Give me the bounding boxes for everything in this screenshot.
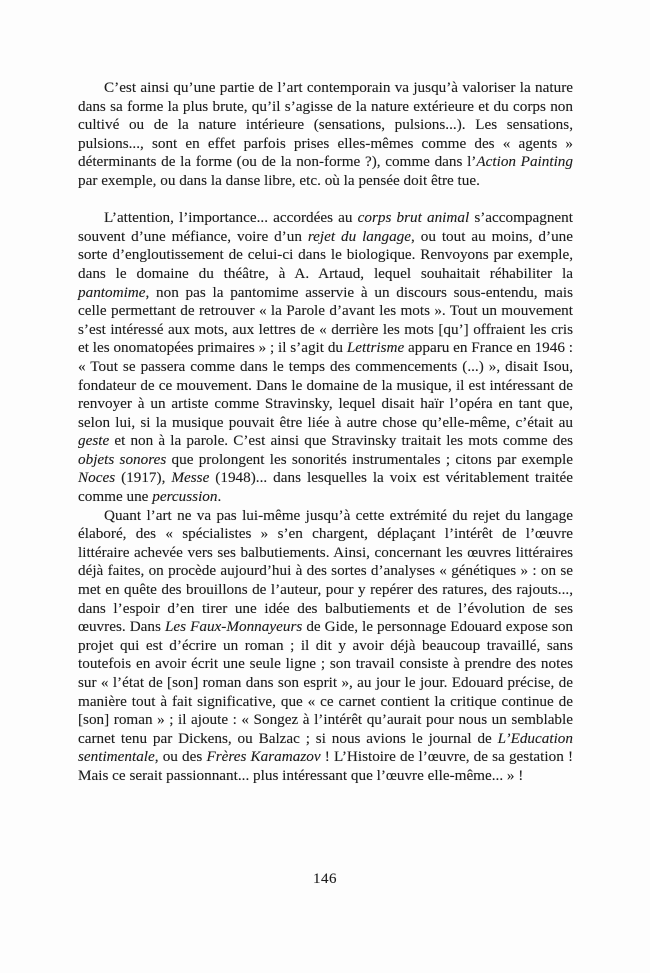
- text-segment: , ou des: [154, 748, 207, 766]
- text-segment: (1917),: [115, 469, 172, 487]
- text-segment: (1948)... dans lesquelles la voix est véritablement traitée comme une: [78, 469, 573, 506]
- italic-text-segment: Lettrisme: [346, 339, 405, 357]
- italic-text-segment: pantomime: [78, 283, 146, 301]
- text-segment: par exemple, ou dans la danse libre, etc. où la pensée doit être tue.: [78, 171, 480, 189]
- text-segment: , non pas la pantomime asservie à un discours sous-entendu, mais celle permettant de retrouver « la Parole d’avant les mots ». Tout un mouvement s’est intéressé aux mots, aux lettres de « derrière les mots [qu’] offraient les cris et les onomatopées primaires » ; il s’agit du: [78, 283, 573, 357]
- italic-text-segment: geste: [78, 432, 110, 450]
- italic-text-segment: corps brut animal: [357, 209, 470, 227]
- paragraph-2: [78, 209, 573, 507]
- italic-text-segment: Messe: [171, 469, 210, 487]
- text-segment: s’accompagnent souvent d’une méfiance, voire d’un: [78, 209, 573, 245]
- italic-text-segment: rejet du langage: [307, 227, 412, 245]
- text-segment: , ou tout au moins, d’une sorte d’engloutissement de celui-ci dans le biologique. Renvoyons par exemple, dans le domaine du théâtre, à A. Artaud, lequel souhaitait réhabiliter la: [78, 227, 573, 282]
- italic-text-segment: Action Painting: [476, 153, 573, 171]
- text-segment: Quant l’art ne va pas lui-même jusqu’à cette extrémité du rejet du langage élaboré, des « spécialistes » s’en chargent, déplaçant l’intérêt de l’œuvre littéraire achevée vers ses balbutiements. Ainsi, concernant les œuvres littéraires déjà faites, on procède aujourd’hui à des sortes d’analyses « génétiques » : on se met en quête des brouillons de l’auteur, pour y repérer des ratures, des rajouts..., dans l’espoir d’en tirer une idée des balbutiements et de l’évolution de ses œuvres. Dans: [78, 506, 573, 636]
- text-segment: de Gide, le personnage Edouard expose son projet qui est d’écrire un roman ; il dit y avoir déjà beaucoup travaillé, sans toutefois en avoir écrit une seule ligne ; son travail consiste à prendre des notes sur « l’état de [son] roman dans son esprit », au jour le jour. Edouard précise, de manière tout à fait significative, que « ce carnet contient la critique continue de [son] roman » ; il ajoute : « Songez à l’intérêt qu’aurait pour nous un semblable carnet tenu par Dickens, ou Balzac ; si nous avions le journal de: [78, 618, 574, 747]
- text-segment: C’est ainsi qu’une partie de l’art contemporain va jusqu’à valoriser la nature dans sa forme la plus brute, qu’il s’agisse de la nature extérieure et du corps non cultivé ou de la nature intérieure (sensations, pulsions...). Les sensations, pulsions..., sont en effet parfois prises elles-mêmes comme des « agents » déterminants de la forme (ou de la non-forme ?), comme dans l’: [78, 79, 573, 171]
- text-segment: et non à la parole. C’est ainsi que Stravinsky traitait les mots comme des: [109, 432, 573, 450]
- italic-text-segment: Frères Karamazov: [206, 748, 321, 766]
- text-segment: .: [217, 488, 222, 506]
- text-segment: L’attention, l’importance... accordées au: [104, 209, 358, 227]
- paragraph-3: [78, 507, 573, 786]
- italic-text-segment: L’Education sentimentale: [78, 729, 573, 766]
- text-block: [78, 79, 573, 786]
- italic-text-segment: Noces: [78, 469, 116, 487]
- italic-text-segment: percussion: [152, 488, 218, 506]
- text-segment: que prolongent les sonorités instrumentales ; citons par exemple: [166, 450, 573, 468]
- italic-text-segment: Les Faux-Monnayeurs: [164, 618, 303, 636]
- page-number: 146: [313, 871, 337, 887]
- paragraph-1: [78, 79, 573, 191]
- text-segment: ! L’Histoire de l’œuvre, de sa gestation ! Mais ce serait passionnant... plus intéressant que l’œuvre elle-même... » !: [78, 748, 573, 784]
- text-segment: apparu en France en 1946 : « Tout se passera comme dans le temps des commencements (...) », disait Isou, fondateur de ce mouvement. Dans le domaine de la musique, il est intéressant de renvoyer à un artiste comme Stravinsky, lequel disait haïr l’opéra en tant que, selon lui, si la musique pouvait être liée à autre chose qu’elle-même, c’était au: [78, 339, 573, 431]
- italic-text-segment: objets sonores: [78, 450, 167, 468]
